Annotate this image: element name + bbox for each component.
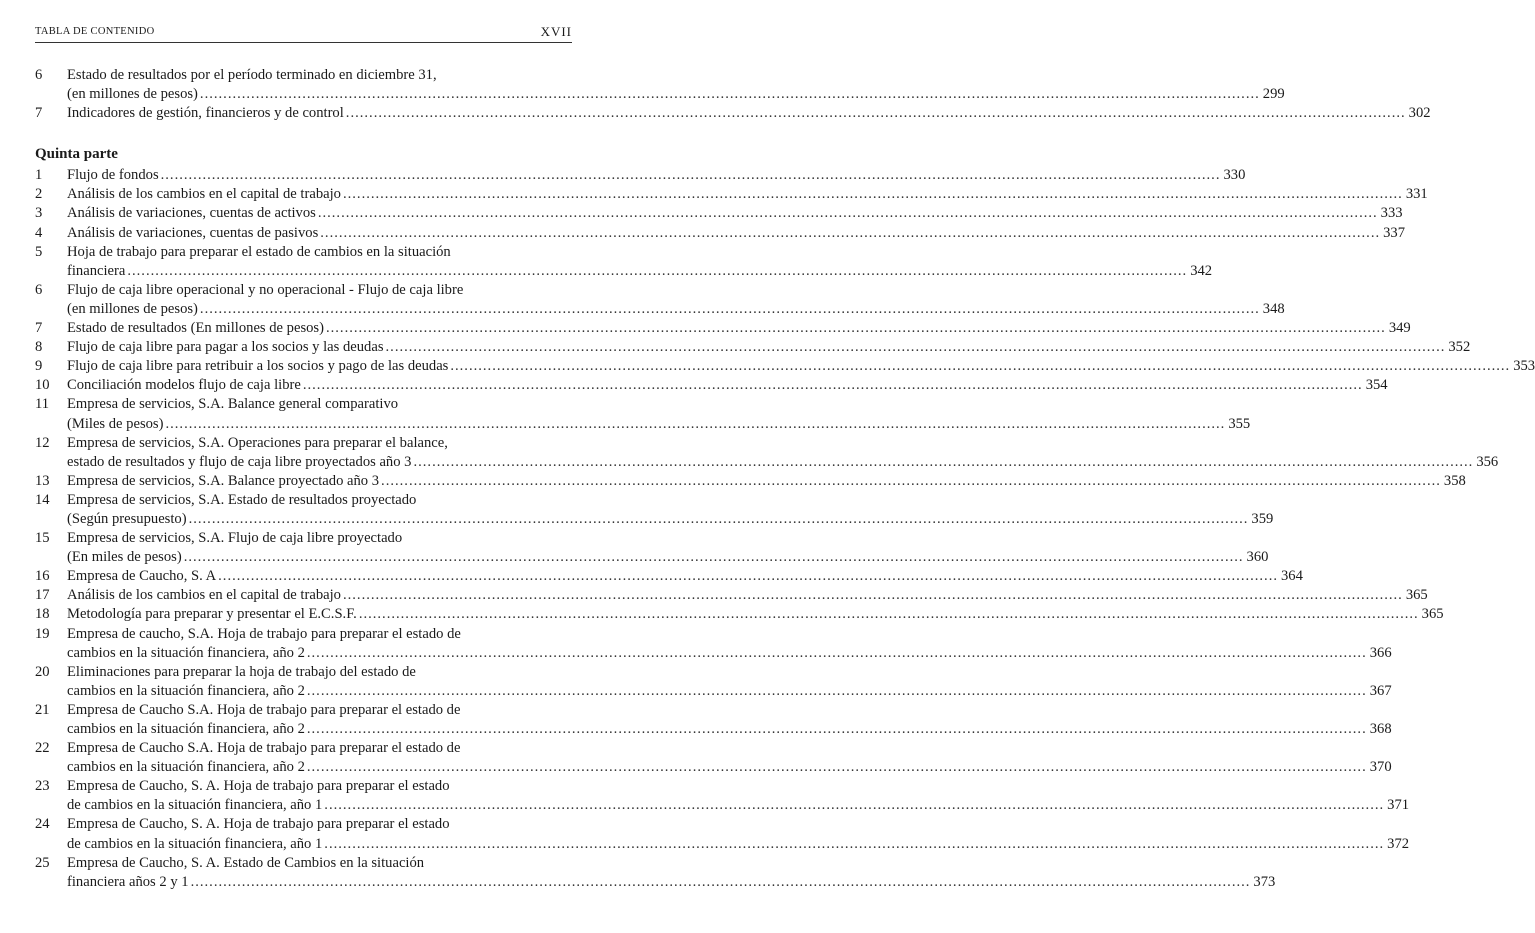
entry-number: 15 xyxy=(35,530,50,547)
entry-body xyxy=(67,491,1273,529)
entry-title: (en millones de pesos) xyxy=(67,86,198,103)
dot-leader xyxy=(346,104,1406,123)
entry-title-line: Empresa de Caucho S.A. Hoja de trabajo para preparar el estado de xyxy=(67,701,461,718)
entry-number: 9 xyxy=(35,358,43,375)
entry-title-last-line xyxy=(67,548,1268,567)
entry-page-number: 364 xyxy=(1281,568,1303,585)
entry-page-number: 371 xyxy=(1387,797,1410,814)
entry-title-last-line xyxy=(67,104,1431,123)
header-page-number: XVII xyxy=(540,24,572,39)
entry-number: 20 xyxy=(35,663,50,680)
entry-number: 19 xyxy=(35,625,50,642)
toc-entry xyxy=(35,357,1535,376)
toc-entry xyxy=(35,567,1303,586)
entry-title-line: Empresa de Caucho S.A. Hoja de trabajo para preparar el estado de xyxy=(67,740,461,757)
dot-leader xyxy=(307,682,1367,701)
entry-title-last-line xyxy=(67,338,1470,357)
entry-title-last-line xyxy=(67,415,1250,434)
entry-page-number: 367 xyxy=(1369,682,1392,699)
dot-leader xyxy=(127,262,1187,281)
dot-leader xyxy=(343,185,1403,204)
toc-entry xyxy=(35,625,1392,663)
entry-title: cambios en la situación financiera, año 2 xyxy=(67,644,305,661)
entry-number: 8 xyxy=(35,339,43,356)
entry-title-last-line xyxy=(67,166,1245,185)
entry-title: Flujo de caja libre para pagar a los socios y las deudas xyxy=(67,339,384,356)
toc-entries xyxy=(35,66,1535,892)
entry-title-line: Empresa de Caucho, S. A. Hoja de trabajo para preparar el estado xyxy=(67,778,450,795)
entry-title-last-line xyxy=(67,605,1444,624)
entry-page-number: 354 xyxy=(1365,377,1388,394)
toc-entry xyxy=(35,166,1246,185)
dot-leader xyxy=(359,605,1419,624)
entry-title-line: Empresa de caucho, S.A. Hoja de trabajo para preparar el estado de xyxy=(67,625,461,642)
entry-title-last-line xyxy=(67,357,1535,376)
toc-entry xyxy=(35,104,1431,123)
entry-title: Análisis de los cambios en el capital de trabajo xyxy=(67,186,341,203)
toc-entry xyxy=(35,701,1392,739)
entry-number: 23 xyxy=(35,778,50,795)
entry-body xyxy=(67,701,1392,739)
entry-title-last-line xyxy=(67,300,1285,319)
entry-title: financiera años 2 y 1 xyxy=(67,873,189,890)
entry-title: Metodología para preparar y presentar el E.C.S.F. xyxy=(67,606,357,623)
entry-page-number: 342 xyxy=(1190,262,1213,279)
entry-title-last-line xyxy=(67,185,1428,204)
toc-entry xyxy=(35,204,1403,223)
entry-body xyxy=(67,567,1303,586)
dot-leader xyxy=(307,720,1367,739)
entry-title-line: Estado de resultados por el período terminado en diciembre 31, xyxy=(67,67,437,83)
entry-page-number: 359 xyxy=(1251,510,1274,527)
dot-leader xyxy=(165,415,1225,434)
entry-body xyxy=(67,281,1285,319)
entry-page-number: 349 xyxy=(1388,320,1411,337)
entry-title-last-line xyxy=(67,796,1409,815)
entry-title-line: Empresa de servicios, S.A. Operaciones para preparar el balance, xyxy=(67,434,448,451)
toc-entry xyxy=(35,491,1274,529)
dot-leader xyxy=(343,586,1403,605)
entry-number: 11 xyxy=(35,396,50,413)
toc-entry xyxy=(35,605,1444,624)
toc-entry xyxy=(35,338,1471,357)
entry-body xyxy=(67,185,1428,204)
entry-title-line: Hoja de trabajo para preparar el estado de cambios en la situación xyxy=(67,243,451,260)
entry-title: (En miles de pesos) xyxy=(67,549,182,566)
dot-leader xyxy=(218,567,1278,586)
entry-number: 6 xyxy=(35,67,43,83)
entry-number: 13 xyxy=(35,472,50,489)
entry-body xyxy=(67,104,1431,123)
entry-title-line: Flujo de caja libre operacional y no operacional - Flujo de caja libre xyxy=(67,281,464,298)
entry-body xyxy=(67,434,1498,472)
entry-title-last-line xyxy=(67,472,1466,491)
entry-page-number: 372 xyxy=(1387,835,1410,852)
entry-title: Empresa de servicios, S.A. Balance proyectado año 3 xyxy=(67,472,380,489)
dot-leader xyxy=(324,835,1384,854)
entry-title: Análisis de los cambios en el capital de trabajo xyxy=(67,587,341,604)
entry-number: 18 xyxy=(35,606,50,623)
entry-title: cambios en la situación financiera, año 2 xyxy=(67,721,305,737)
entry-title-last-line xyxy=(67,224,1405,243)
entry-title: (Miles de pesos) xyxy=(67,415,164,432)
entry-body xyxy=(67,815,1409,853)
entry-number: 1 xyxy=(35,167,43,184)
entry-title: Flujo de caja libre para retribuir a los socios y pago de las deudas xyxy=(67,358,449,375)
entry-page-number: 360 xyxy=(1246,549,1269,566)
entry-number: 17 xyxy=(35,587,50,604)
running-header xyxy=(35,22,572,43)
entry-title: cambios en la situación financiera, año 2 xyxy=(67,682,305,699)
entry-number: 22 xyxy=(35,740,50,757)
dot-leader xyxy=(200,300,1260,319)
entry-number: 12 xyxy=(35,434,50,451)
entry-title: estado de resultados y flujo de caja libre proyectados año 3 xyxy=(67,453,412,470)
header-title: TABLA DE CONTENIDO xyxy=(35,26,155,37)
dot-leader xyxy=(307,644,1367,663)
entry-title: de cambios en la situación financiera, año 1 xyxy=(67,835,323,852)
entry-body xyxy=(67,472,1466,491)
dot-leader xyxy=(386,338,1446,357)
entry-page-number: 331 xyxy=(1405,186,1428,203)
entry-number: 3 xyxy=(35,205,43,222)
entry-page-number: 373 xyxy=(1253,873,1276,890)
entry-number: 16 xyxy=(35,568,50,585)
section-title: Quinta parte xyxy=(35,146,118,163)
entry-page-number: 330 xyxy=(1223,167,1246,184)
toc-entry xyxy=(35,434,1499,472)
dot-leader xyxy=(191,873,1251,892)
dot-leader xyxy=(326,319,1386,338)
toc-entry xyxy=(35,777,1410,815)
entry-number: 7 xyxy=(35,105,43,122)
dot-leader xyxy=(320,224,1380,243)
entry-body xyxy=(67,529,1268,567)
toc-pre-list xyxy=(35,66,1431,123)
dot-leader xyxy=(189,510,1249,529)
entry-title: Análisis de variaciones, cuentas de pasivos xyxy=(67,224,319,241)
entry-title: (Según presupuesto) xyxy=(67,510,187,527)
entry-body xyxy=(67,663,1392,701)
entry-page-number: 348 xyxy=(1262,300,1285,317)
entry-title-last-line xyxy=(67,453,1498,472)
toc-entry xyxy=(35,224,1405,243)
toc-entry xyxy=(35,395,1251,433)
entry-title-last-line xyxy=(67,85,1285,104)
entry-title-last-line xyxy=(67,682,1392,701)
entry-title: Análisis de variaciones, cuentas de activos xyxy=(67,205,316,222)
toc-section-list xyxy=(35,166,1535,892)
entry-page-number: 366 xyxy=(1369,644,1392,661)
entry-title-last-line xyxy=(67,204,1403,223)
entry-title: (en millones de pesos) xyxy=(67,300,198,317)
dot-leader xyxy=(324,796,1384,815)
entry-title: Conciliación modelos flujo de caja libre xyxy=(67,377,301,394)
toc-entry xyxy=(35,739,1392,777)
entry-body xyxy=(67,166,1245,185)
entry-title-last-line xyxy=(67,567,1303,586)
toc-entry xyxy=(35,815,1410,853)
entry-body xyxy=(67,319,1411,338)
entry-title: Flujo de fondos xyxy=(67,167,159,184)
entry-number: 21 xyxy=(35,701,50,718)
entry-title-line: Empresa de servicios, S.A. Balance general comparativo xyxy=(67,396,399,413)
entry-title: financiera xyxy=(67,262,126,279)
entry-title-last-line xyxy=(67,586,1428,605)
dot-leader xyxy=(450,357,1510,376)
entry-number: 2 xyxy=(35,186,43,203)
entry-body xyxy=(67,338,1470,357)
toc-entry xyxy=(35,663,1392,701)
dot-leader xyxy=(307,758,1367,777)
toc-entry xyxy=(35,243,1213,281)
entry-title-line: Empresa de servicios, S.A. Flujo de caja libre proyectado xyxy=(67,530,403,547)
toc-entry xyxy=(35,529,1269,567)
dot-leader xyxy=(184,548,1244,567)
entry-title-line: Empresa de servicios, S.A. Estado de resultados proyectado xyxy=(67,491,417,508)
entry-page-number: 299 xyxy=(1262,86,1285,103)
entry-body xyxy=(67,66,1285,104)
dot-leader xyxy=(303,376,1363,395)
entry-title-last-line xyxy=(67,510,1273,529)
entry-body xyxy=(67,625,1392,663)
toc-entry xyxy=(35,472,1466,491)
toc-entry xyxy=(35,281,1285,319)
entry-page-number: 352 xyxy=(1448,339,1471,356)
entry-body xyxy=(67,357,1535,376)
entry-body xyxy=(67,739,1392,777)
entry-title: Empresa de Caucho, S. A xyxy=(67,568,217,585)
entry-page-number: 370 xyxy=(1369,759,1392,776)
entry-number: 7 xyxy=(35,320,43,337)
entry-title-last-line xyxy=(67,835,1409,854)
dot-leader xyxy=(161,166,1221,185)
entry-page-number: 368 xyxy=(1369,721,1392,737)
toc-entry xyxy=(35,586,1428,605)
dot-leader xyxy=(200,85,1260,104)
entry-body xyxy=(67,777,1409,815)
entry-title-line: Eliminaciones para preparar la hoja de trabajo del estado de xyxy=(67,663,416,680)
toc-entry xyxy=(35,319,1411,338)
entry-body xyxy=(67,605,1444,624)
entry-number: 14 xyxy=(35,491,50,508)
entry-body xyxy=(67,395,1250,433)
entry-number: 5 xyxy=(35,243,43,260)
toc-entry xyxy=(35,854,1276,892)
entry-page-number: 355 xyxy=(1228,415,1251,432)
dot-leader xyxy=(318,204,1378,223)
entry-page-number: 358 xyxy=(1443,472,1466,489)
entry-body xyxy=(67,854,1275,892)
entry-title-last-line xyxy=(67,644,1392,663)
dot-leader xyxy=(381,472,1441,491)
toc-entry xyxy=(35,66,1285,104)
entry-page-number: 353 xyxy=(1513,358,1535,375)
entry-title-line: Empresa de Caucho, S. A. Estado de Cambios en la situación xyxy=(67,854,425,871)
entry-number: 24 xyxy=(35,816,50,833)
entry-number: 25 xyxy=(35,854,50,871)
entry-title-last-line xyxy=(67,873,1275,892)
entry-body xyxy=(67,376,1388,395)
toc-entry xyxy=(35,376,1388,395)
entry-title: de cambios en la situación financiera, año 1 xyxy=(67,797,323,814)
entry-body xyxy=(67,224,1405,243)
entry-number: 6 xyxy=(35,281,43,298)
entry-page-number: 333 xyxy=(1380,205,1403,222)
entry-number: 4 xyxy=(35,224,43,241)
entry-page-number: 365 xyxy=(1421,606,1444,623)
entry-page-number: 356 xyxy=(1476,453,1499,470)
entry-body xyxy=(67,204,1403,223)
entry-title: cambios en la situación financiera, año 2 xyxy=(67,759,305,776)
entry-number: 10 xyxy=(35,377,50,394)
entry-title-last-line xyxy=(67,758,1392,777)
dot-leader xyxy=(413,453,1473,472)
entry-title: Indicadores de gestión, financieros y de control xyxy=(67,105,344,122)
entry-page-number: 365 xyxy=(1405,587,1428,604)
entry-body xyxy=(67,586,1428,605)
entry-title-last-line xyxy=(67,319,1411,338)
entry-page-number: 302 xyxy=(1408,105,1431,122)
entry-title-last-line xyxy=(67,262,1212,281)
entry-page-number: 337 xyxy=(1383,224,1405,241)
entry-title-last-line xyxy=(67,376,1388,395)
entry-title-last-line xyxy=(67,720,1392,739)
entry-title-line: Empresa de Caucho, S. A. Hoja de trabajo para preparar el estado xyxy=(67,816,450,833)
toc-entry xyxy=(35,185,1428,204)
entry-body xyxy=(67,243,1212,281)
entry-title: Estado de resultados (En millones de pesos) xyxy=(67,320,324,337)
